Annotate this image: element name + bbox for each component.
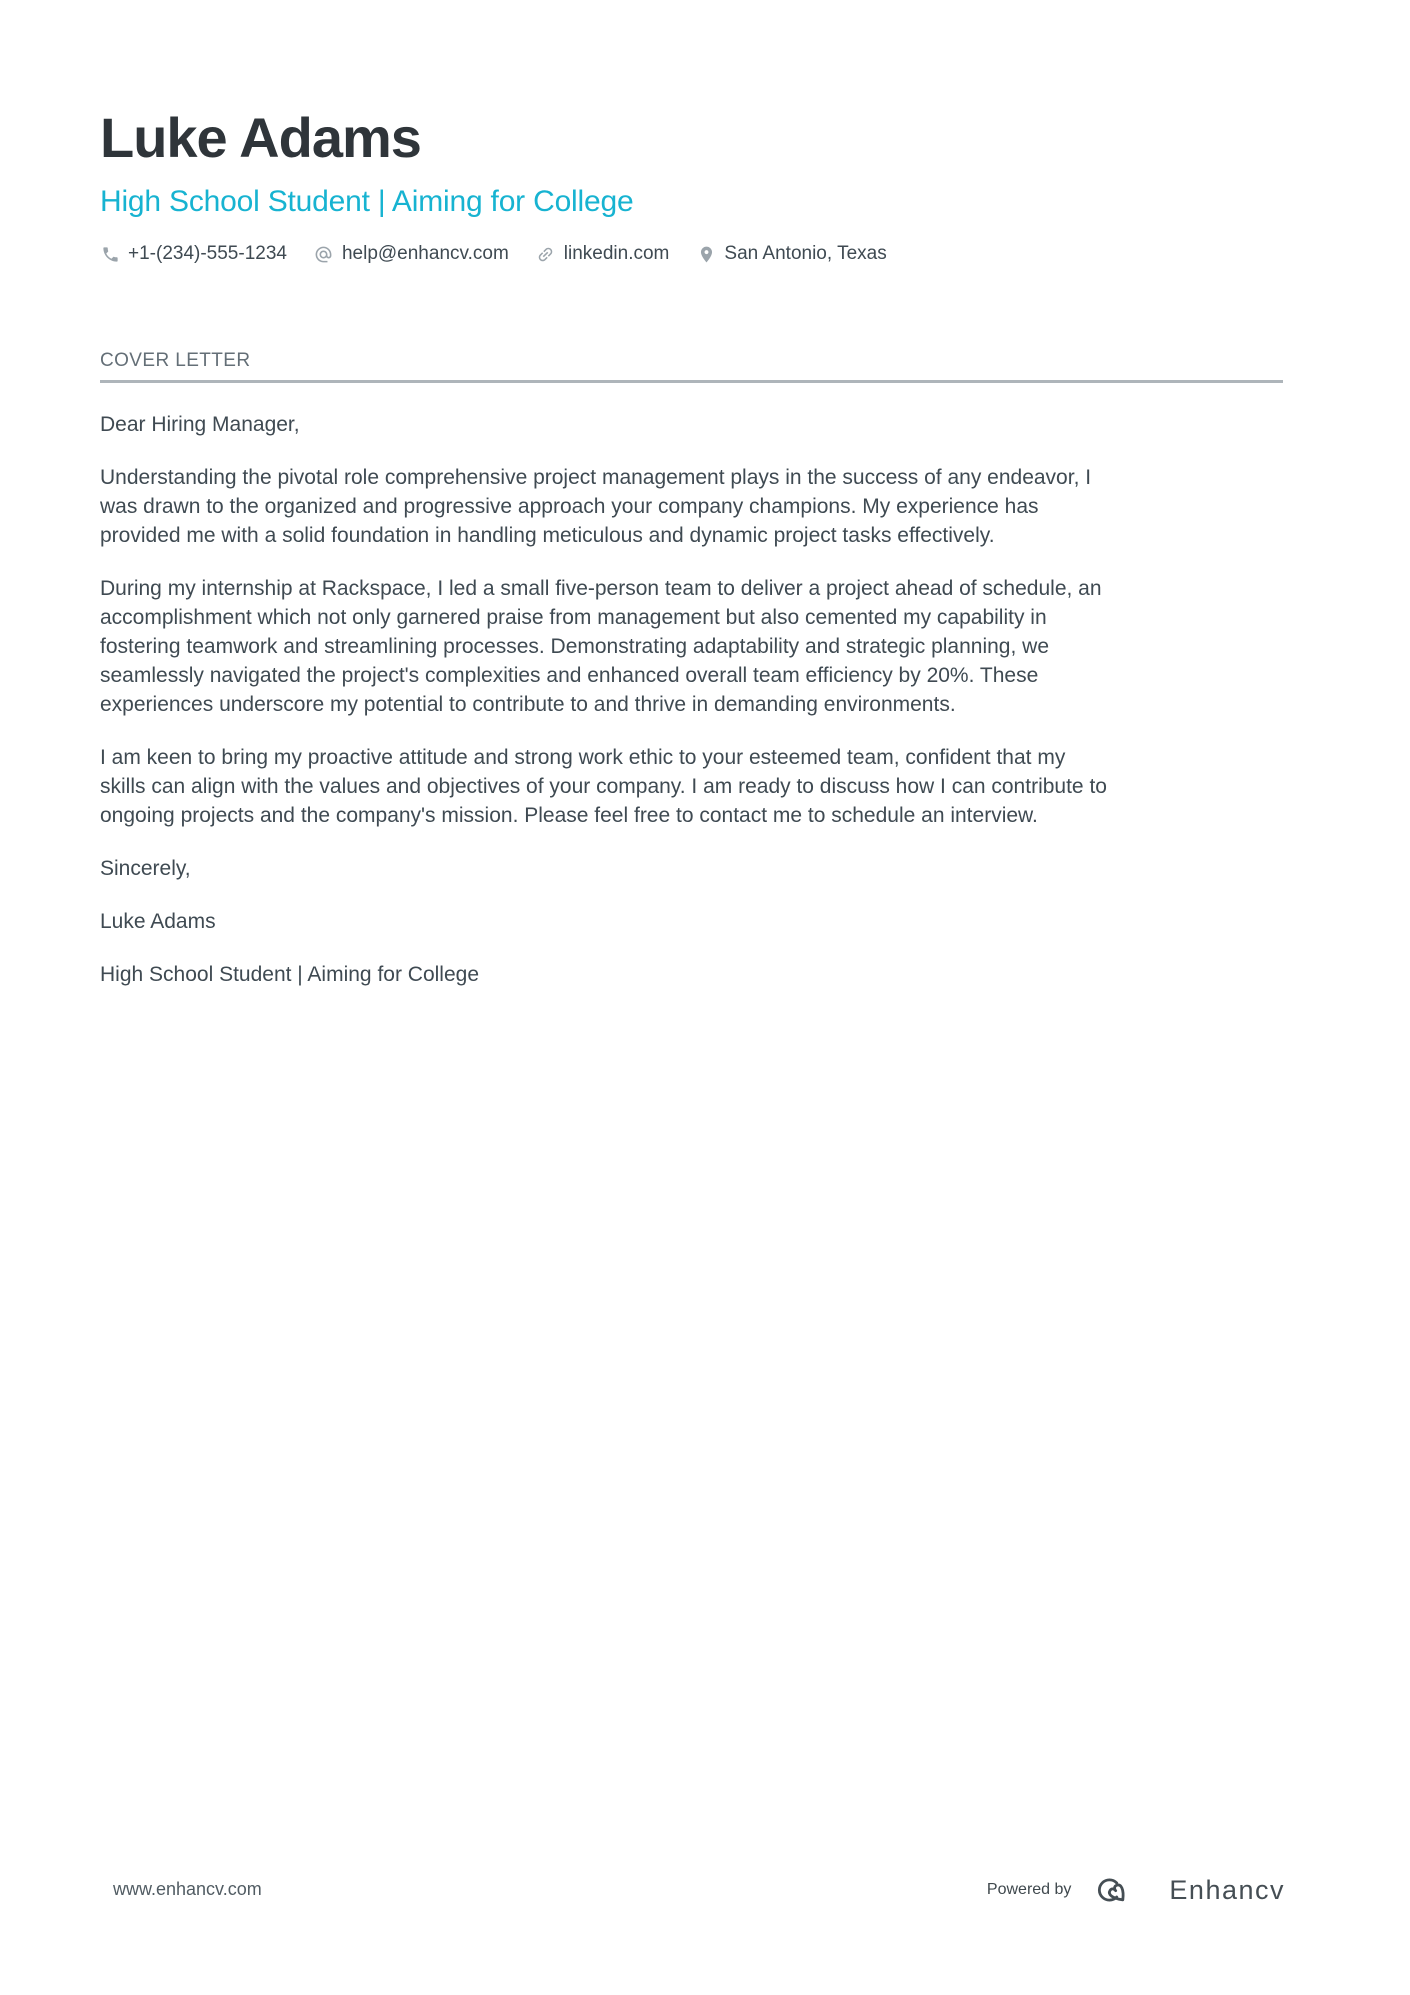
section-divider	[100, 380, 1283, 383]
link-icon	[536, 244, 556, 264]
contact-link-value: linkedin.com	[563, 243, 670, 264]
contact-location	[696, 243, 886, 265]
footer-branding[interactable]	[987, 1871, 1285, 1909]
salutation: Dear Hiring Manager,	[100, 413, 300, 436]
contact-phone-value: +1-(234)-555-1234	[128, 243, 287, 264]
contact-email-value: help@enhancv.com	[341, 243, 509, 264]
section-heading: COVER LETTER	[100, 350, 251, 371]
footer-website-link[interactable]: www.enhancv.com	[113, 1879, 262, 1899]
phone-icon	[100, 244, 120, 264]
contact-link[interactable]	[536, 243, 670, 265]
contact-email	[314, 243, 509, 265]
letter-body	[100, 410, 1285, 1013]
letter-paragraph: I am keen to bring my proactive attitude and strong work ethic to your esteemed team, confident that my skills can align with the values and objectives of your company. I am ready to discuss how I can contribute to ongoing projects and the company's mission. Please feel free to contact me to schedule an interview.	[100, 746, 1107, 827]
signature-name: Luke Adams	[100, 910, 216, 933]
person-headline: High School Student | Aiming for College	[100, 185, 634, 218]
at-sign-icon	[314, 244, 334, 264]
letter-paragraph: Understanding the pivotal role comprehensive project management plays in the success of any endeavor, I was drawn to the organized and progressive approach your company champions. My experience has provided me with a solid foundation in handling meticulous and dynamic project tasks effectively.	[100, 466, 1092, 547]
enhancv-wordmark: Enhancv	[1169, 1874, 1285, 1905]
powered-by-label: Powered by	[986, 1881, 1072, 1898]
signature-title: High School Student | Aiming for College	[100, 963, 480, 986]
contact-row	[100, 243, 1285, 265]
location-pin-icon	[696, 244, 716, 264]
letter-paragraph: During my internship at Rackspace, I led a small five-person team to deliver a project ahead of schedule, an accomplishment which not only garnered praise from management but also cemented my capability in fostering teamwork and streamlining processes. Demonstrating adaptability and strategic planning, we seamlessly navigated the project's complexities and enhanced overall team efficiency by 20%. These experiences underscore my potential to contribute to and thrive in demanding environments.	[100, 577, 1102, 716]
contact-location-value: San Antonio, Texas	[724, 243, 887, 264]
letter-closing: Sincerely,	[100, 857, 191, 880]
enhancv-logo-icon	[1091, 1871, 1149, 1909]
contact-phone	[100, 243, 287, 265]
person-name: Luke Adams	[100, 106, 421, 169]
